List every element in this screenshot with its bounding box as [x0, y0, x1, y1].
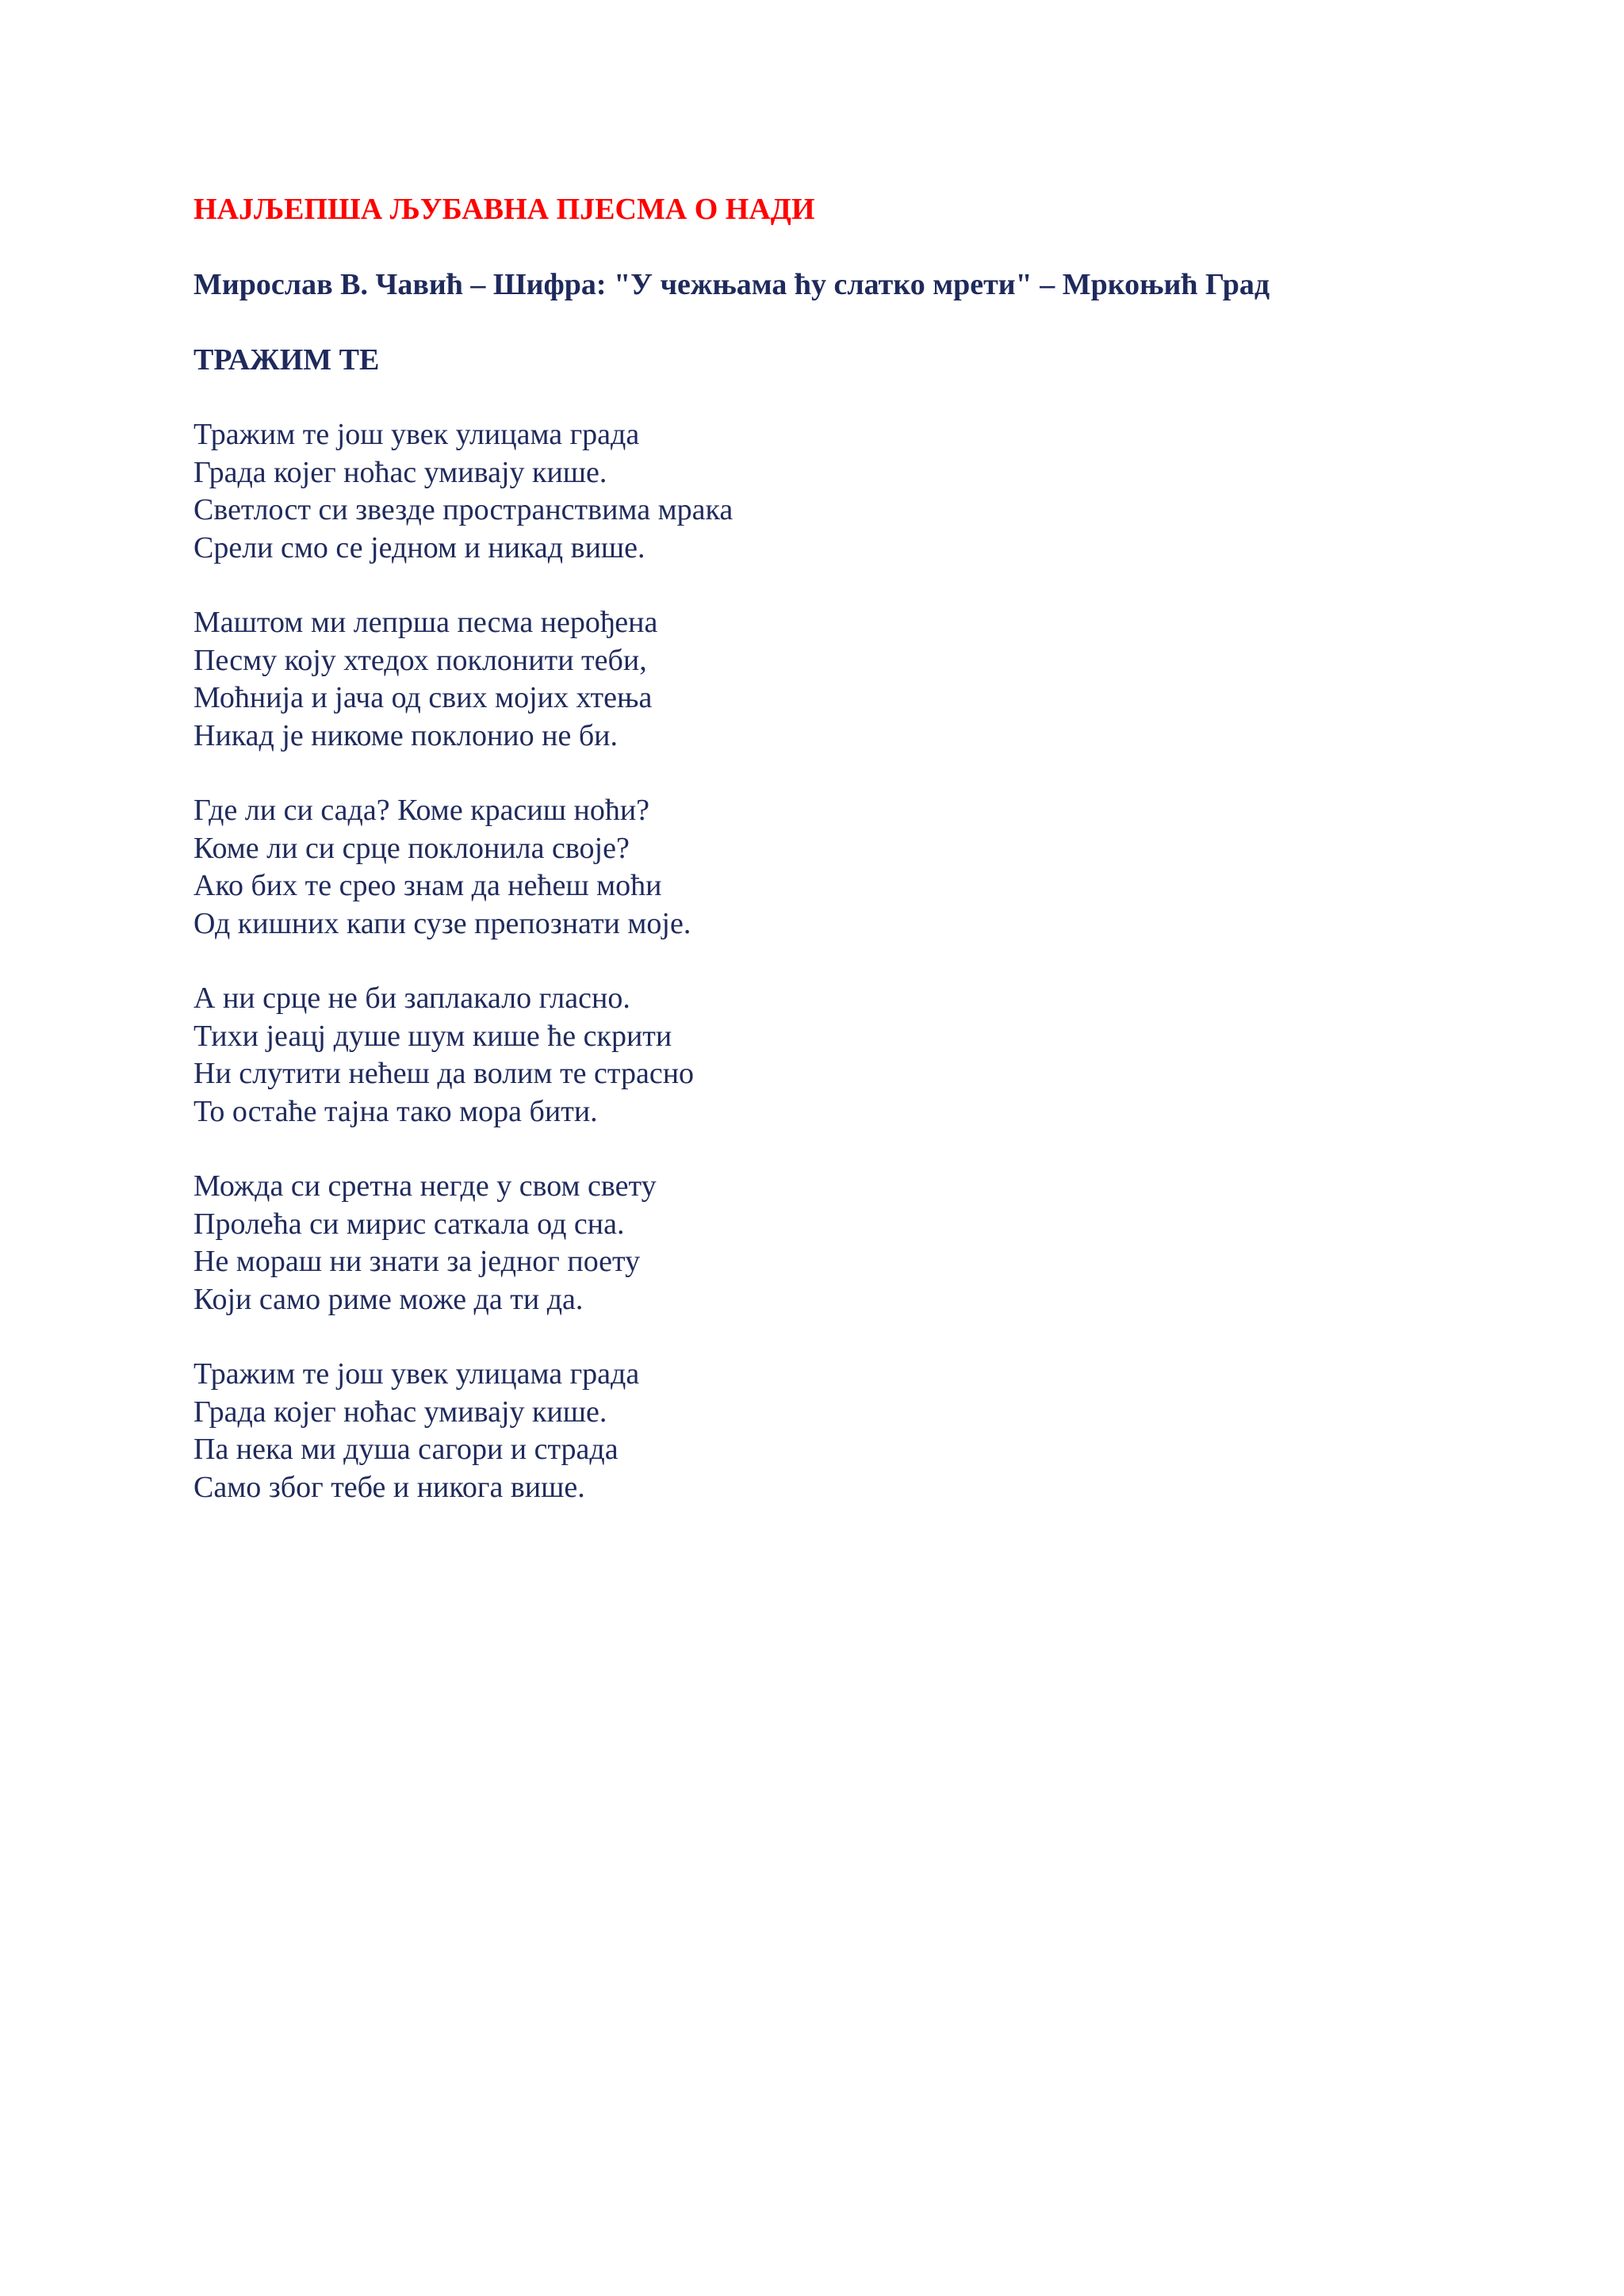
poem-line: Ако бих те срео знам да нећеш моћи	[193, 869, 662, 902]
stanza-1	[193, 416, 1542, 567]
poem-line: Ни слутити нећеш да волим те страсно	[193, 1057, 695, 1090]
poem-line: Светлост си звезде пространствима мрака	[193, 493, 733, 526]
poem-line: Па нека ми душа сагори и страда	[193, 1433, 619, 1466]
poem-line: Града којег ноћас умивају кише.	[193, 1395, 607, 1429]
stanza-5	[193, 1168, 1542, 1318]
poem-line: А ни срце не би заплакало гласно.	[193, 982, 630, 1015]
poem-body	[193, 416, 1542, 1506]
poem-line: Од кишних капи сузе препознати моје.	[193, 906, 691, 940]
document-content	[193, 190, 1542, 1544]
poem-line: Никад је никоме поклонио не би.	[193, 718, 618, 752]
poem-line: Не мораш ни знати за једног поету	[193, 1245, 641, 1278]
main-title: НАЈЉЕПША ЉУБАВНА ПЈЕСМА О НАДИ	[193, 193, 815, 226]
poem-line: Маштом ми лепрша песма нерођена	[193, 606, 658, 639]
poem-line: Можда си сретна негде у свом свету	[193, 1169, 657, 1203]
stanza-3	[193, 792, 1542, 943]
stanza-2	[193, 604, 1542, 755]
poem-line: Тихи јеацј душе шум кише ће скрити	[193, 1019, 672, 1053]
author-byline: Мирослав В. Чавић – Шифра: "У чежњама ћу слатко мрети" – Мркоњић Град	[193, 268, 1270, 301]
poem-line: Града којег ноћас умивају кише.	[193, 455, 607, 489]
stanza-4	[193, 980, 1542, 1131]
poem-line: То остаће тајна тако мора бити.	[193, 1094, 598, 1128]
poem-line: Тражим те још увек улицама града	[193, 1357, 640, 1391]
poem-line: Где ли си сада? Коме красиш ноћи?	[193, 794, 650, 827]
poem-line: Моћнија и јача од свих мојих хтења	[193, 681, 653, 714]
poem-line: Песму коју хтедох поклонити теби,	[193, 643, 647, 677]
poem-line: Само због тебе и никога више.	[193, 1470, 585, 1504]
poem-line: Тражим те још увек улицама града	[193, 418, 640, 451]
poem-line: Коме ли си срце поклонила своје?	[193, 831, 630, 865]
poem-line: Пролећа си мирис саткала од сна.	[193, 1207, 625, 1241]
stanza-6	[193, 1356, 1542, 1506]
poem-line: Срели смо се једном и никад више.	[193, 530, 645, 564]
poem-title: ТРАЖИМ ТЕ	[193, 343, 380, 377]
poem-line: Који само риме може да ти да.	[193, 1282, 584, 1316]
